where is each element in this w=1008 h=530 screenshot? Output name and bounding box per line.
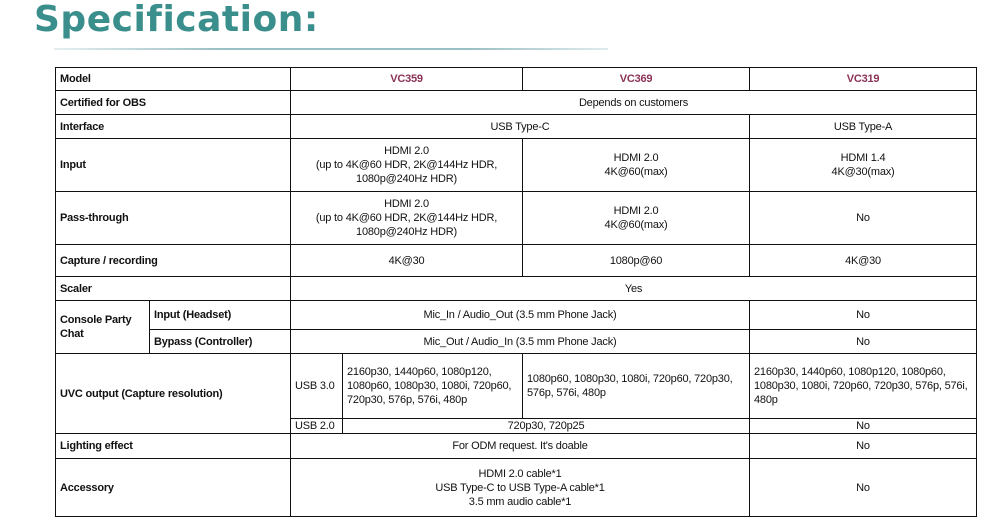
usb2-label: USB 2.0 — [291, 419, 343, 434]
scaler-value: Yes — [291, 277, 977, 301]
passthrough-vc319: No — [750, 192, 977, 245]
usb3-label: USB 3.0 — [291, 354, 343, 419]
model-vc359: VC359 — [291, 68, 523, 91]
subrow-label-headset: Input (Headset) — [150, 301, 291, 330]
input-vc359: HDMI 2.0 (up to 4K@60 HDR, 2K@144Hz HDR, 1080p@240Hz HDR) — [291, 139, 523, 192]
controller-vc319: No — [750, 330, 977, 354]
table-row-accessory — [56, 459, 977, 517]
spec-table — [55, 67, 977, 517]
model-vc319: VC319 — [750, 68, 977, 91]
lighting-vc319: No — [750, 434, 977, 459]
usb3-vc319: 2160p30, 1440p60, 1080p120, 1080p60, 1080p30, 1080i, 720p60, 720p30, 576p, 576i, 480p — [750, 354, 977, 419]
input-vc369: HDMI 2.0 4K@60(max) — [523, 139, 750, 192]
row-label-capture: Capture / recording — [56, 245, 291, 277]
accessory-vc319: No — [750, 459, 977, 517]
table-row-input — [56, 139, 977, 192]
usb2-vc319: No — [750, 419, 977, 434]
input-vc319: HDMI 1.4 4K@30(max) — [750, 139, 977, 192]
usb3-vc359: 2160p30, 1440p60, 1080p120, 1080p60, 1080p30, 1080i, 720p60, 720p30, 576p, 576i, 480p — [343, 354, 523, 419]
usb2-value: 720p30, 720p25 — [343, 419, 750, 434]
row-label-accessory: Accessory — [56, 459, 291, 517]
row-label-scaler: Scaler — [56, 277, 291, 301]
obs-value: Depends on customers — [291, 91, 977, 115]
lighting-value: For ODM request. It's doable — [291, 434, 750, 459]
table-row-passthrough — [56, 192, 977, 245]
headset-value: Mic_In / Audio_Out (3.5 mm Phone Jack) — [291, 301, 750, 330]
table-row-lighting — [56, 434, 977, 459]
row-label-uvc: UVC output (Capture resolution) — [56, 354, 291, 434]
subrow-label-controller: Bypass (Controller) — [150, 330, 291, 354]
table-row-console-controller — [56, 330, 977, 354]
table-row-console-headset — [56, 301, 977, 330]
accessory-value: HDMI 2.0 cable*1 USB Type-C to USB Type-A cable*1 3.5 mm audio cable*1 — [291, 459, 750, 517]
usb3-vc369: 1080p60, 1080p30, 1080i, 720p60, 720p30, 576p, 576i, 480p — [523, 354, 750, 419]
table-row-model — [56, 68, 977, 91]
model-vc369: VC369 — [523, 68, 750, 91]
row-label-passthrough: Pass-through — [56, 192, 291, 245]
table-row-interface — [56, 115, 977, 139]
table-row-capture — [56, 245, 977, 277]
table-row-uvc-usb3 — [56, 354, 977, 419]
interface-vc359-vc369: USB Type-C — [291, 115, 750, 139]
passthrough-vc359: HDMI 2.0 (up to 4K@60 HDR, 2K@144Hz HDR, 1080p@240Hz HDR) — [291, 192, 523, 245]
passthrough-vc369: HDMI 2.0 4K@60(max) — [523, 192, 750, 245]
row-label-model: Model — [56, 68, 291, 91]
headset-vc319: No — [750, 301, 977, 330]
row-label-console: Console Party Chat — [56, 301, 150, 354]
row-label-input: Input — [56, 139, 291, 192]
capture-vc359: 4K@30 — [291, 245, 523, 277]
row-label-interface: Interface — [56, 115, 291, 139]
page-title: Specification: — [34, 0, 319, 40]
interface-vc319: USB Type-A — [750, 115, 977, 139]
capture-vc369: 1080p@60 — [523, 245, 750, 277]
table-row-scaler — [56, 277, 977, 301]
row-label-lighting: Lighting effect — [56, 434, 291, 459]
capture-vc319: 4K@30 — [750, 245, 977, 277]
row-label-obs: Certified for OBS — [56, 91, 291, 115]
table-row-obs — [56, 91, 977, 115]
title-underline — [54, 48, 608, 50]
controller-value: Mic_Out / Audio_In (3.5 mm Phone Jack) — [291, 330, 750, 354]
